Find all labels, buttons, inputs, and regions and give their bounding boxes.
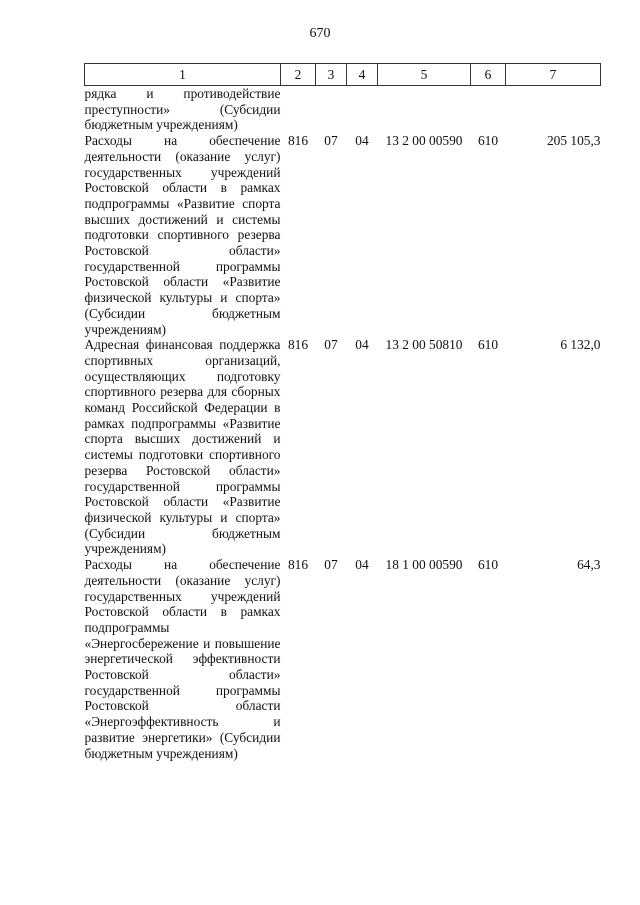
row-description: Расходы на обеспечение деятельности (оказание услуг) государственных учреждений Ростовской области в рамках подпрограммы «Развитие спорта высших достижений и системы подготовки спортивного резерва Ростовской области» государственной программы Ростовской области «Развитие физической культуры и спорта» (Субсидии бюджетным учреждениям) [84, 133, 281, 337]
column-header-1: 1 [85, 64, 281, 86]
column-header-3: 3 [316, 64, 347, 86]
row-section-code: 07 [324, 133, 338, 149]
table-row [85, 86, 601, 134]
budget-table [84, 63, 601, 761]
page-number: 670 [309, 26, 331, 41]
column-header-7: 7 [506, 64, 601, 86]
row-target-article: 18 1 00 00590 [385, 557, 463, 573]
row-expense-type: 610 [477, 337, 499, 353]
header-row [85, 64, 601, 86]
row-expense-type: 610 [477, 557, 499, 573]
table-body [85, 86, 601, 762]
row-section-code [316, 86, 347, 134]
row-description: Адресная финансовая поддержка спортивных организаций, осуществляющих подготовку спортивного резерва для сборных команд Российской Федерации в рамках подпрограммы «Развитие спорта высших достижений и системы подготовки спортивного резерва Ростовской области» государственной программы Ростовской области «Развитие физической культуры и спорта» (Субсидии бюджетным учреждениям) [84, 337, 281, 557]
table-row [85, 337, 601, 557]
row-subsection-code: 04 [355, 133, 369, 149]
row-subsection-code: 04 [355, 337, 369, 353]
row-ministry-code [281, 86, 316, 134]
row-expense-type [471, 86, 506, 134]
row-description: рядка и противодействие преступности» (Субсидии бюджетным учреждениям) [84, 86, 281, 133]
table-header [85, 64, 601, 86]
column-header-5: 5 [378, 64, 471, 86]
row-subsection-code [347, 86, 378, 134]
row-target-article: 13 2 00 00590 [385, 133, 463, 149]
row-subsection-code: 04 [355, 557, 369, 573]
row-description: Расходы на обеспечение деятельности (оказание услуг) государственных учреждений Ростовской области в рамках подпрограммы «Энергосбережение и повышение энергетической эффективности Ростовской области» государственной программы Ростовской области «Энергоэффективность и развитие энергетики» (Субсидии бюджетным учреждениям) [84, 557, 281, 761]
row-ministry-code: 816 [287, 133, 309, 149]
table-row [85, 133, 601, 337]
row-amount: 6 132,0 [560, 337, 601, 353]
row-section-code: 07 [324, 337, 338, 353]
row-ministry-code: 816 [287, 557, 309, 573]
row-target-article [378, 86, 471, 134]
row-target-article: 13 2 00 50810 [385, 337, 463, 353]
row-section-code: 07 [324, 557, 338, 573]
column-header-6: 6 [471, 64, 506, 86]
column-header-2: 2 [281, 64, 316, 86]
column-header-4: 4 [347, 64, 378, 86]
row-amount [506, 86, 601, 134]
row-amount: 205 105,3 [546, 133, 601, 149]
table-row [85, 557, 601, 761]
row-expense-type: 610 [477, 133, 499, 149]
row-ministry-code: 816 [287, 337, 309, 353]
row-amount: 64,3 [577, 557, 601, 573]
